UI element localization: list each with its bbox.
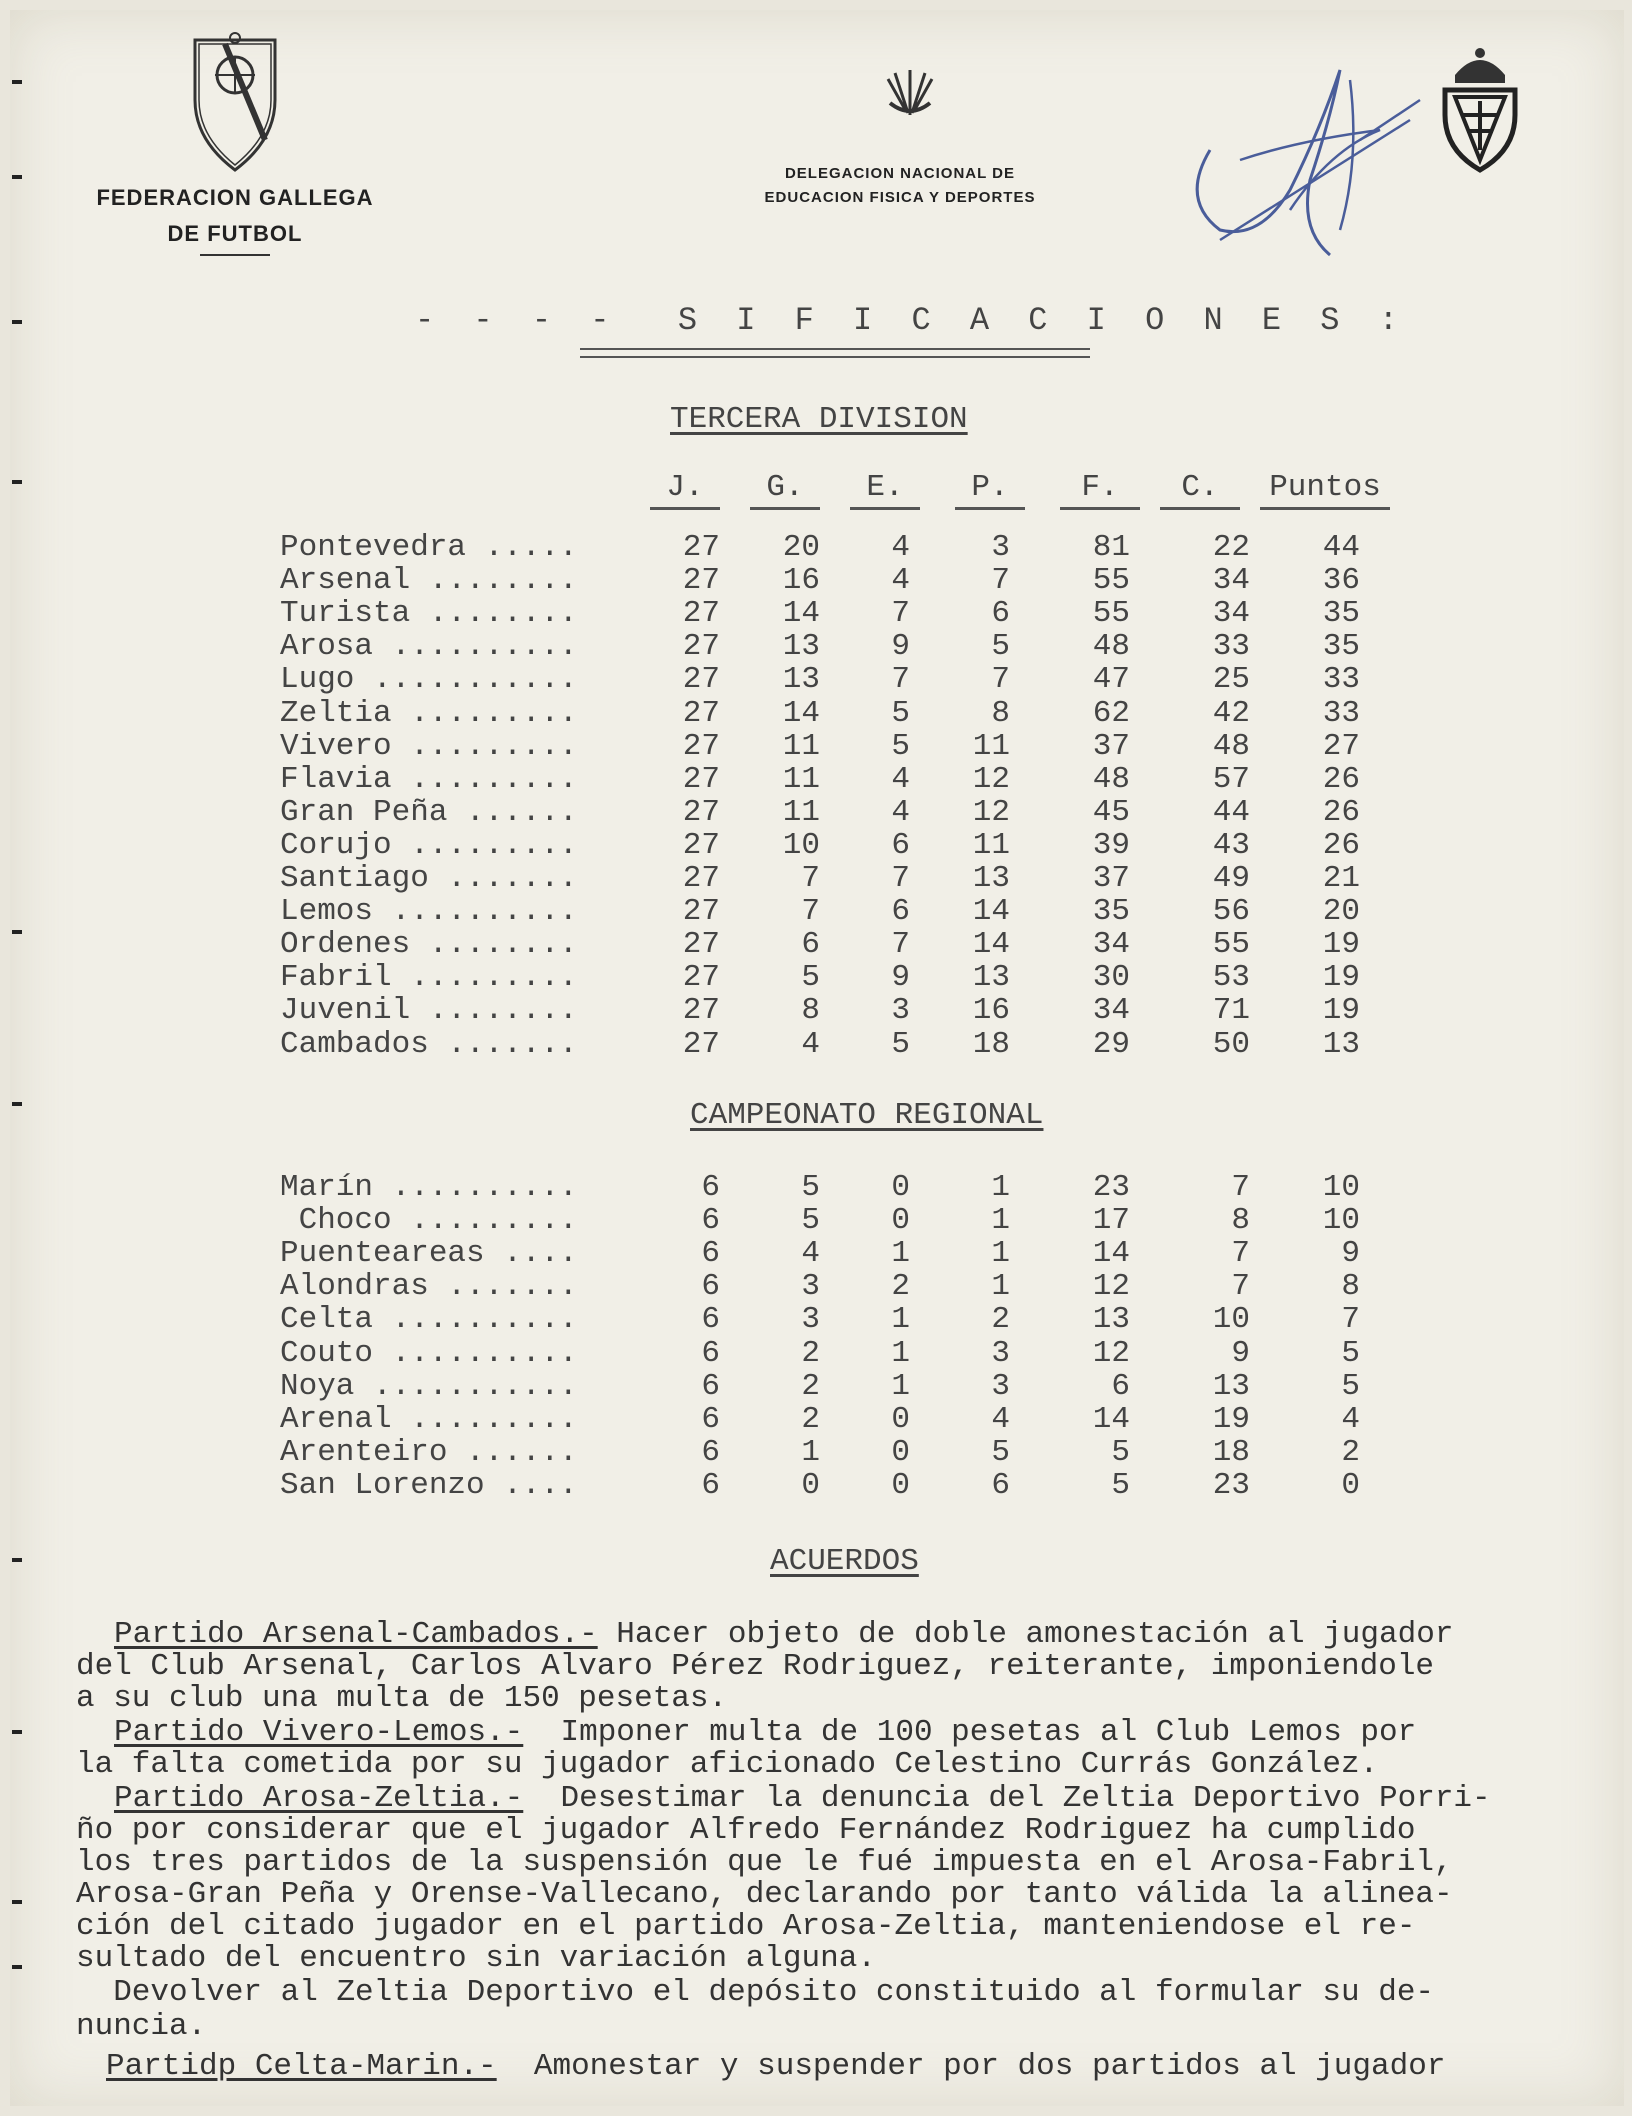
col-header-e: E.	[850, 470, 920, 510]
stat-won: 2	[801, 1401, 820, 1437]
stat-goals-for: 5	[1111, 1434, 1130, 1470]
regional-row	[10, 1435, 1624, 1468]
stat-goals-for: 81	[1092, 530, 1130, 565]
stat-lost: 3	[991, 1335, 1010, 1371]
stat-drawn: 0	[891, 1170, 910, 1205]
tercera-row	[10, 696, 1624, 729]
stat-drawn: 5	[891, 728, 910, 764]
delegation-header	[740, 62, 1060, 210]
stat-lost: 1	[991, 1170, 1010, 1205]
stat-goals-for: 62	[1092, 695, 1130, 731]
team-name: Ordenes ........	[280, 927, 578, 963]
stat-played: 27	[682, 530, 720, 565]
stat-goals-against: 49	[1212, 861, 1250, 896]
stat-lost: 14	[972, 927, 1010, 963]
binder-mark	[12, 175, 22, 179]
team-name: Alondras .......	[280, 1269, 578, 1305]
stat-lost: 18	[972, 1026, 1010, 1062]
stat-lost: 13	[972, 861, 1010, 896]
regional-row	[10, 1203, 1624, 1239]
stat-goals-against: 19	[1212, 1401, 1250, 1437]
regional-row	[10, 1302, 1624, 1338]
stat-drawn: 1	[891, 1236, 910, 1272]
stat-lost: 2	[991, 1302, 1010, 1338]
team-name: Cambados .......	[280, 1026, 578, 1062]
stat-lost: 6	[991, 596, 1010, 632]
team-name: Fabril .........	[280, 960, 578, 996]
team-name: Turista ........	[280, 596, 578, 632]
stat-won: 4	[801, 1236, 820, 1272]
stat-points: 9	[1341, 1236, 1360, 1272]
team-name: Lugo ...........	[280, 662, 578, 698]
stat-goals-for: 35	[1092, 894, 1130, 930]
stat-goals-against: 33	[1212, 629, 1250, 665]
tercera-row	[10, 795, 1624, 828]
stat-goals-for: 14	[1092, 1401, 1130, 1437]
stat-played: 27	[682, 662, 720, 698]
team-name: Gran Peña ......	[280, 794, 578, 830]
handwritten-signature	[1180, 40, 1430, 270]
stat-points: 10	[1322, 1170, 1360, 1205]
stat-won: 5	[801, 960, 820, 996]
stat-goals-against: 56	[1212, 894, 1250, 930]
stat-played: 6	[701, 1401, 720, 1437]
stat-drawn: 1	[891, 1302, 910, 1338]
team-name: Puenteareas ....	[280, 1236, 578, 1272]
acuerdo-arosa-zeltia-line1	[114, 1782, 1632, 1815]
binder-mark	[12, 1102, 22, 1106]
acuerdo-vivero-lemos-line1	[114, 1716, 1632, 1749]
stat-won: 7	[801, 861, 820, 896]
stat-goals-against: 18	[1212, 1434, 1250, 1470]
stat-won: 1	[801, 1434, 820, 1470]
stat-goals-for: 55	[1092, 596, 1130, 632]
stat-points: 26	[1322, 827, 1360, 863]
stat-won: 16	[782, 563, 820, 599]
col-header-c: C.	[1160, 470, 1240, 510]
tercera-row	[10, 861, 1624, 894]
stat-lost: 5	[991, 1434, 1010, 1470]
acuerdo-text: la falta cometida por su jugador aficionado Celestino Currás González.	[76, 1747, 1379, 1782]
stat-points: 26	[1322, 794, 1360, 830]
stat-points: 33	[1322, 662, 1360, 698]
team-name: Marín ..........	[280, 1170, 578, 1205]
stat-played: 27	[682, 927, 720, 963]
stat-goals-for: 17	[1092, 1203, 1130, 1239]
stat-won: 11	[782, 728, 820, 764]
stat-goals-against: 43	[1212, 827, 1250, 863]
tercera-division-heading: TERCERA DIVISION	[670, 402, 968, 437]
regional-row	[10, 1336, 1624, 1369]
team-name: Santiago .......	[280, 861, 578, 896]
team-name: Noya ...........	[280, 1368, 578, 1404]
binder-mark	[12, 320, 22, 324]
stat-goals-against: 57	[1212, 761, 1250, 797]
binder-mark	[12, 930, 22, 934]
stat-goals-against: 8	[1231, 1203, 1250, 1239]
stat-played: 6	[701, 1335, 720, 1371]
stat-goals-for: 47	[1092, 662, 1130, 698]
stat-points: 2	[1341, 1434, 1360, 1470]
stat-goals-against: 44	[1212, 794, 1250, 830]
stat-won: 0	[801, 1467, 820, 1503]
team-name: Arenteiro ......	[280, 1434, 578, 1470]
regional-row	[10, 1236, 1624, 1272]
stat-won: 13	[782, 662, 820, 698]
stat-lost: 16	[972, 993, 1010, 1029]
stat-goals-for: 37	[1092, 728, 1130, 764]
header-rule	[200, 254, 270, 256]
stat-played: 27	[682, 794, 720, 830]
document-page	[10, 10, 1624, 2106]
acuerdo-arsenal-cambados-line1	[114, 1618, 1632, 1651]
acuerdo-text: sultado del encuentro sin variación alguna.	[76, 1941, 876, 1976]
stat-points: 27	[1322, 728, 1360, 764]
acuerdo-text: Imponer multa de 100 pesetas al Club Lemos por	[523, 1715, 1417, 1750]
stat-drawn: 5	[891, 1026, 910, 1062]
stat-lost: 5	[991, 629, 1010, 665]
stat-drawn: 3	[891, 993, 910, 1029]
tercera-row	[10, 828, 1624, 861]
team-name: Vivero .........	[280, 728, 578, 764]
stat-played: 27	[682, 861, 720, 896]
stat-lost: 3	[991, 530, 1010, 565]
stat-lost: 6	[991, 1467, 1010, 1503]
stat-played: 27	[682, 695, 720, 731]
stat-goals-against: 50	[1212, 1026, 1250, 1062]
tercera-row	[10, 596, 1624, 632]
stat-played: 27	[682, 563, 720, 599]
stat-goals-for: 39	[1092, 827, 1130, 863]
team-name: San Lorenzo ....	[280, 1467, 578, 1503]
stat-goals-for: 34	[1092, 993, 1130, 1029]
acuerdo-celta-marin-line1	[106, 2050, 1632, 2083]
stat-won: 5	[801, 1170, 820, 1205]
col-header-j: J.	[650, 470, 720, 510]
tercera-row	[10, 927, 1624, 963]
federation-header	[80, 30, 390, 256]
stat-points: 5	[1341, 1368, 1360, 1404]
stat-lost: 14	[972, 894, 1010, 930]
stat-lost: 1	[991, 1269, 1010, 1305]
team-name: Juvenil ........	[280, 993, 578, 1029]
binder-mark	[12, 80, 22, 84]
stat-played: 6	[701, 1170, 720, 1205]
stat-won: 11	[782, 794, 820, 830]
stat-drawn: 6	[891, 894, 910, 930]
team-name: Couto ..........	[280, 1335, 578, 1371]
tercera-row	[10, 762, 1624, 795]
stat-points: 44	[1322, 530, 1360, 565]
team-name: Choco .........	[280, 1203, 578, 1239]
stat-played: 27	[682, 629, 720, 665]
stat-lost: 1	[991, 1236, 1010, 1272]
stat-points: 10	[1322, 1203, 1360, 1239]
stat-points: 36	[1322, 563, 1360, 599]
stat-goals-for: 12	[1092, 1269, 1130, 1305]
stat-lost: 13	[972, 960, 1010, 996]
stat-drawn: 1	[891, 1335, 910, 1371]
stat-won: 10	[782, 827, 820, 863]
stat-points: 13	[1322, 1026, 1360, 1062]
tercera-row	[10, 662, 1624, 698]
stat-drawn: 6	[891, 827, 910, 863]
stat-goals-against: 25	[1212, 662, 1250, 698]
acuerdo-text: Arosa-Gran Peña y Orense-Vallecano, declarando por tanto válida la alinea-	[76, 1877, 1453, 1912]
acuerdo-text: Hacer objeto de doble amonestación al jugador	[597, 1617, 1454, 1652]
stat-played: 27	[682, 761, 720, 797]
stat-lost: 7	[991, 662, 1010, 698]
stat-drawn: 7	[891, 861, 910, 896]
stat-lost: 1	[991, 1203, 1010, 1239]
stat-goals-for: 45	[1092, 794, 1130, 830]
col-header-f: F.	[1060, 470, 1140, 510]
stat-drawn: 9	[891, 629, 910, 665]
stat-goals-against: 13	[1212, 1368, 1250, 1404]
regional-row	[10, 1170, 1624, 1203]
stat-points: 7	[1341, 1302, 1360, 1338]
tercera-row	[10, 629, 1624, 665]
stat-played: 6	[701, 1302, 720, 1338]
regional-row	[10, 1369, 1624, 1402]
stat-goals-against: 7	[1231, 1269, 1250, 1305]
acuerdo-title-celta-marin: Partidp Celta-Marin.-	[106, 2049, 497, 2084]
stat-won: 5	[801, 1203, 820, 1239]
stat-played: 6	[701, 1236, 720, 1272]
stat-goals-for: 30	[1092, 960, 1130, 996]
binder-mark	[12, 1900, 22, 1904]
stat-won: 14	[782, 695, 820, 731]
stat-won: 3	[801, 1302, 820, 1338]
col-header-puntos: Puntos	[1260, 470, 1390, 510]
stat-drawn: 4	[891, 563, 910, 599]
stat-played: 6	[701, 1434, 720, 1470]
stat-goals-for: 48	[1092, 761, 1130, 797]
stat-goals-against: 22	[1212, 530, 1250, 565]
stat-goals-against: 34	[1212, 596, 1250, 632]
federation-name-line2: DE FUTBOL	[167, 221, 303, 246]
stat-points: 0	[1341, 1467, 1360, 1503]
stat-goals-against: 42	[1212, 695, 1250, 731]
stat-goals-for: 37	[1092, 861, 1130, 896]
acuerdo-text: Amonestar y suspender por dos partidos al jugador	[496, 2049, 1446, 2084]
stat-drawn: 9	[891, 960, 910, 996]
stat-drawn: 4	[891, 761, 910, 797]
stat-goals-against: 23	[1212, 1467, 1250, 1503]
stat-points: 35	[1322, 629, 1360, 665]
team-name: Arosa ..........	[280, 629, 578, 665]
stat-points: 21	[1322, 861, 1360, 896]
stat-points: 26	[1322, 761, 1360, 797]
acuerdo-text: ño por considerar que el jugador Alfredo Fernández Rodriguez ha cumplido	[76, 1813, 1416, 1848]
stat-lost: 4	[991, 1401, 1010, 1437]
acuerdo-text: Desestimar la denuncia del Zeltia Deportivo Porri-	[523, 1781, 1491, 1816]
federation-name-line1: FEDERACION GALLEGA	[96, 185, 374, 210]
tercera-row	[10, 530, 1624, 563]
stat-drawn: 0	[891, 1401, 910, 1437]
stat-won: 2	[801, 1368, 820, 1404]
campeonato-regional-heading: CAMPEONATO REGIONAL	[690, 1098, 1044, 1133]
team-name: Zeltia .........	[280, 695, 578, 731]
stat-goals-against: 7	[1231, 1170, 1250, 1205]
stat-goals-for: 13	[1092, 1302, 1130, 1338]
stat-points: 19	[1322, 927, 1360, 963]
stat-drawn: 1	[891, 1368, 910, 1404]
team-name: Corujo .........	[280, 827, 578, 863]
col-header-p: P.	[955, 470, 1025, 510]
royal-federation-badge	[1435, 35, 1525, 175]
stat-goals-for: 55	[1092, 563, 1130, 599]
stat-goals-against: 71	[1212, 993, 1250, 1029]
stat-drawn: 4	[891, 530, 910, 565]
acuerdo-text: a su club una multa de 150 pesetas.	[76, 1681, 728, 1716]
stat-played: 27	[682, 993, 720, 1029]
regional-row	[10, 1468, 1624, 1501]
stat-won: 11	[782, 761, 820, 797]
stat-played: 27	[682, 728, 720, 764]
stat-won: 4	[801, 1026, 820, 1062]
stat-played: 6	[701, 1368, 720, 1404]
col-header-g: G.	[750, 470, 820, 510]
stat-points: 19	[1322, 960, 1360, 996]
acuerdo-title-arosa-zeltia: Partido Arosa-Zeltia.-	[114, 1781, 524, 1816]
team-name: Arsenal ........	[280, 563, 578, 599]
stat-played: 6	[701, 1269, 720, 1305]
stat-points: 20	[1322, 894, 1360, 930]
stat-lost: 3	[991, 1368, 1010, 1404]
stat-goals-for: 29	[1092, 1026, 1130, 1062]
stat-played: 6	[701, 1203, 720, 1239]
stat-drawn: 7	[891, 927, 910, 963]
acuerdo-text: los tres partidos de la suspensión que le fué impuesta en el Arosa-Fabril,	[76, 1845, 1453, 1880]
stat-goals-against: 53	[1212, 960, 1250, 996]
regional-row	[10, 1269, 1624, 1305]
acuerdos-heading: ACUERDOS	[770, 1544, 919, 1579]
binder-mark	[12, 480, 22, 484]
stat-goals-against: 9	[1231, 1335, 1250, 1371]
title-double-rule	[580, 348, 1090, 358]
stat-played: 27	[682, 1026, 720, 1062]
stat-goals-against: 7	[1231, 1236, 1250, 1272]
team-name: Celta ..........	[280, 1302, 578, 1338]
stat-goals-against: 34	[1212, 563, 1250, 599]
stat-won: 8	[801, 993, 820, 1029]
page-title: - - - - S I F I C A C I O N E S :	[415, 302, 1408, 339]
stat-goals-against: 10	[1212, 1302, 1250, 1338]
stat-points: 5	[1341, 1335, 1360, 1371]
stat-drawn: 7	[891, 662, 910, 698]
team-name: Arenal .........	[280, 1401, 578, 1437]
delegation-line2: EDUCACION FISICA Y DEPORTES	[764, 189, 1036, 206]
stat-points: 35	[1322, 596, 1360, 632]
acuerdo-text: del Club Arsenal, Carlos Alvaro Pérez Rodriguez, reiterante, imponiendole	[76, 1649, 1435, 1684]
tercera-row	[10, 993, 1624, 1029]
binder-mark	[12, 1965, 22, 1969]
stat-lost: 12	[972, 794, 1010, 830]
regional-row	[10, 1402, 1624, 1435]
tercera-row	[10, 894, 1624, 930]
stat-goals-against: 48	[1212, 728, 1250, 764]
stat-goals-for: 6	[1111, 1368, 1130, 1404]
stat-won: 14	[782, 596, 820, 632]
tercera-row	[10, 960, 1624, 996]
team-name: Pontevedra .....	[280, 530, 578, 565]
stat-played: 27	[682, 827, 720, 863]
stat-lost: 12	[972, 761, 1010, 797]
binder-mark	[12, 1730, 22, 1734]
stat-drawn: 7	[891, 596, 910, 632]
delegation-line1: DELEGACION NACIONAL DE	[784, 165, 1016, 182]
acuerdo-text: nuncia.	[76, 2009, 207, 2044]
tercera-row	[10, 1027, 1624, 1060]
stat-played: 27	[682, 894, 720, 930]
stat-goals-for: 48	[1092, 629, 1130, 665]
stat-lost: 11	[972, 827, 1010, 863]
stat-goals-against: 55	[1212, 927, 1250, 963]
stat-drawn: 4	[891, 794, 910, 830]
stat-points: 8	[1341, 1269, 1360, 1305]
stat-points: 33	[1322, 695, 1360, 731]
stat-points: 4	[1341, 1401, 1360, 1437]
binder-mark	[12, 1558, 22, 1562]
stat-points: 19	[1322, 993, 1360, 1029]
team-name: Flavia .........	[280, 761, 578, 797]
stat-drawn: 5	[891, 695, 910, 731]
stat-won: 13	[782, 629, 820, 665]
tercera-row	[10, 563, 1624, 599]
acuerdo-text: ción del citado jugador en el partido Arosa-Zeltia, manteniendose el re-	[76, 1909, 1416, 1944]
acuerdo-title-vivero-lemos: Partido Vivero-Lemos.-	[114, 1715, 524, 1750]
tercera-row	[10, 729, 1624, 762]
stat-lost: 11	[972, 728, 1010, 764]
acuerdo-text: Devolver al Zeltia Deportivo el depósito constituido al formular su de-	[76, 1975, 1435, 2010]
stat-drawn: 2	[891, 1269, 910, 1305]
stat-drawn: 0	[891, 1203, 910, 1239]
stat-goals-for: 23	[1092, 1170, 1130, 1205]
stat-drawn: 0	[891, 1434, 910, 1470]
stat-won: 6	[801, 927, 820, 963]
stat-won: 20	[782, 530, 820, 565]
stat-won: 7	[801, 894, 820, 930]
acuerdo-title-arsenal-cambados: Partido Arsenal-Cambados.-	[114, 1617, 598, 1652]
team-name: Lemos ..........	[280, 894, 578, 930]
stat-won: 2	[801, 1335, 820, 1371]
stat-won: 3	[801, 1269, 820, 1305]
stat-lost: 7	[991, 563, 1010, 599]
stat-lost: 8	[991, 695, 1010, 731]
stat-played: 27	[682, 960, 720, 996]
stat-goals-for: 5	[1111, 1467, 1130, 1503]
stat-played: 6	[701, 1467, 720, 1503]
stat-played: 27	[682, 596, 720, 632]
stat-drawn: 0	[891, 1467, 910, 1503]
stat-goals-for: 12	[1092, 1335, 1130, 1371]
stat-goals-for: 34	[1092, 927, 1130, 963]
stat-goals-for: 14	[1092, 1236, 1130, 1272]
